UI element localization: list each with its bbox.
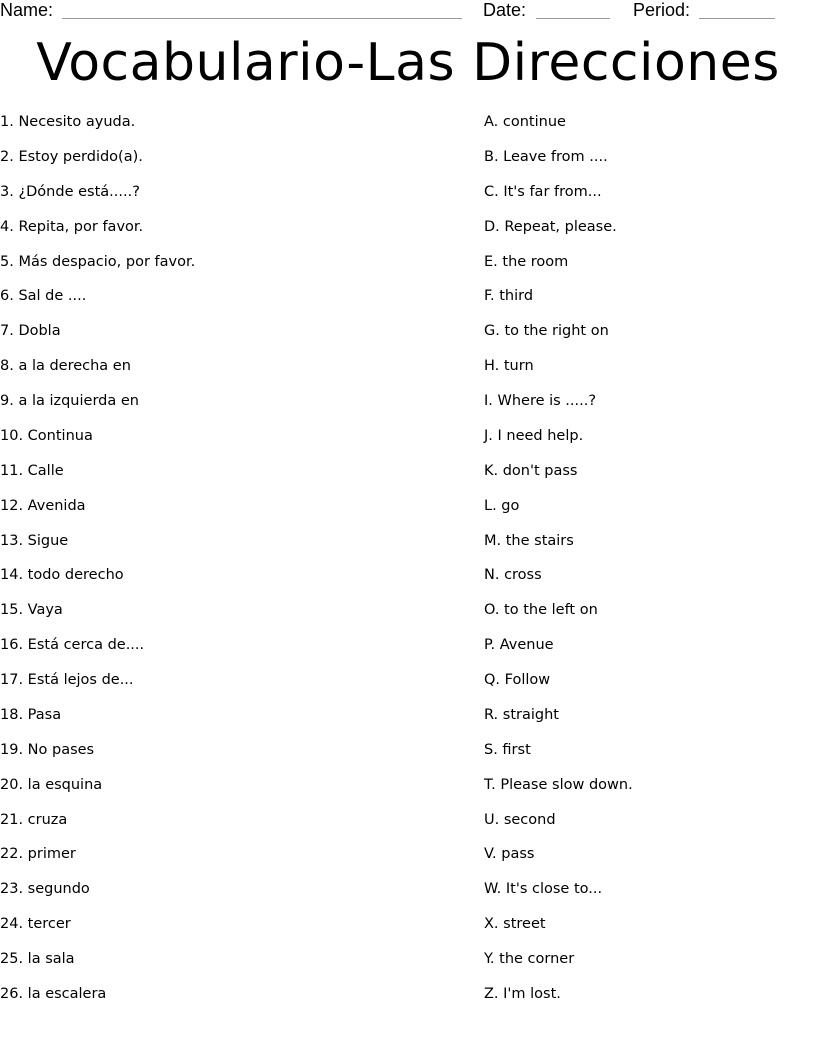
definition-item: J. I need help. xyxy=(484,427,584,444)
definition-item: C. It's far from... xyxy=(484,183,602,200)
definition-item: K. don't pass xyxy=(484,462,578,479)
definition-item: T. Please slow down. xyxy=(484,776,633,793)
term-item: 11. Calle xyxy=(0,462,64,479)
definition-item: H. turn xyxy=(484,358,534,375)
term-item: 15. Vaya xyxy=(0,602,63,619)
definition-item: Y. the corner xyxy=(484,951,575,967)
term-item: 3. ¿Dónde está.....? xyxy=(0,183,140,200)
definition-item: M. the stairs xyxy=(484,532,574,549)
term-item: 19. No pases xyxy=(0,741,95,758)
term-item: 1. Necesito ayuda. xyxy=(0,114,136,130)
term-item: 6. Sal de .... xyxy=(0,288,87,305)
term-item: 17. Está lejos de... xyxy=(0,672,134,688)
definition-item: P. Avenue xyxy=(484,637,554,654)
term-item: 26. la escalera xyxy=(0,985,107,1002)
date-blank-line[interactable] xyxy=(536,18,610,19)
definition-item: U. second xyxy=(484,811,556,828)
term-item: 10. Continua xyxy=(0,427,93,444)
term-item: 7. Dobla xyxy=(0,323,61,340)
definition-item: Z. I'm lost. xyxy=(484,985,561,1002)
term-item: 13. Sigue xyxy=(0,532,69,549)
term-item: 12. Avenida xyxy=(0,497,86,514)
definition-item: E. the room xyxy=(484,253,569,270)
name-label: Name: xyxy=(0,0,54,20)
period-label: Period: xyxy=(633,0,691,20)
definition-item: I. Where is .....? xyxy=(484,393,597,409)
date-label: Date: xyxy=(483,0,527,20)
term-item: 25. la sala xyxy=(0,951,75,967)
definition-item: W. It's close to... xyxy=(484,881,603,898)
definition-item: R. straight xyxy=(484,706,559,723)
term-item: 21. cruza xyxy=(0,811,68,828)
term-item: 20. la esquina xyxy=(0,776,103,793)
definition-item: N. cross xyxy=(484,567,542,584)
term-item: 16. Está cerca de.... xyxy=(0,637,145,654)
page-title: Vocabulario-Las Direcciones xyxy=(36,33,780,93)
definition-item: D. Repeat, please. xyxy=(484,218,617,235)
term-item: 14. todo derecho xyxy=(0,567,124,584)
term-item: 22. primer xyxy=(0,846,76,863)
term-item: 18. Pasa xyxy=(0,706,62,723)
definition-item: X. street xyxy=(484,916,546,933)
definition-item: V. pass xyxy=(484,846,535,863)
definition-item: Q. Follow xyxy=(484,672,551,688)
definition-item: F. third xyxy=(484,288,534,305)
definitions-list xyxy=(484,112,814,1019)
definition-item: G. to the right on xyxy=(484,323,609,340)
term-item: 23. segundo xyxy=(0,881,90,898)
header-fields xyxy=(0,0,816,24)
term-item: 24. tercer xyxy=(0,916,71,933)
definition-item: A. continue xyxy=(484,114,566,130)
term-item: 5. Más despacio, por favor. xyxy=(0,253,196,270)
definition-item: O. to the left on xyxy=(484,602,598,619)
term-item: 2. Estoy perdido(a). xyxy=(0,148,143,165)
term-item: 9. a la izquierda en xyxy=(0,393,139,409)
period-blank-line[interactable] xyxy=(699,18,775,19)
definition-item: S. first xyxy=(484,741,531,758)
term-item: 4. Repita, por favor. xyxy=(0,218,144,235)
name-blank-line[interactable] xyxy=(62,18,462,19)
term-item: 8. a la derecha en xyxy=(0,358,131,375)
definition-item: B. Leave from .... xyxy=(484,148,608,165)
terms-list xyxy=(0,112,470,1019)
definition-item: L. go xyxy=(484,497,520,514)
